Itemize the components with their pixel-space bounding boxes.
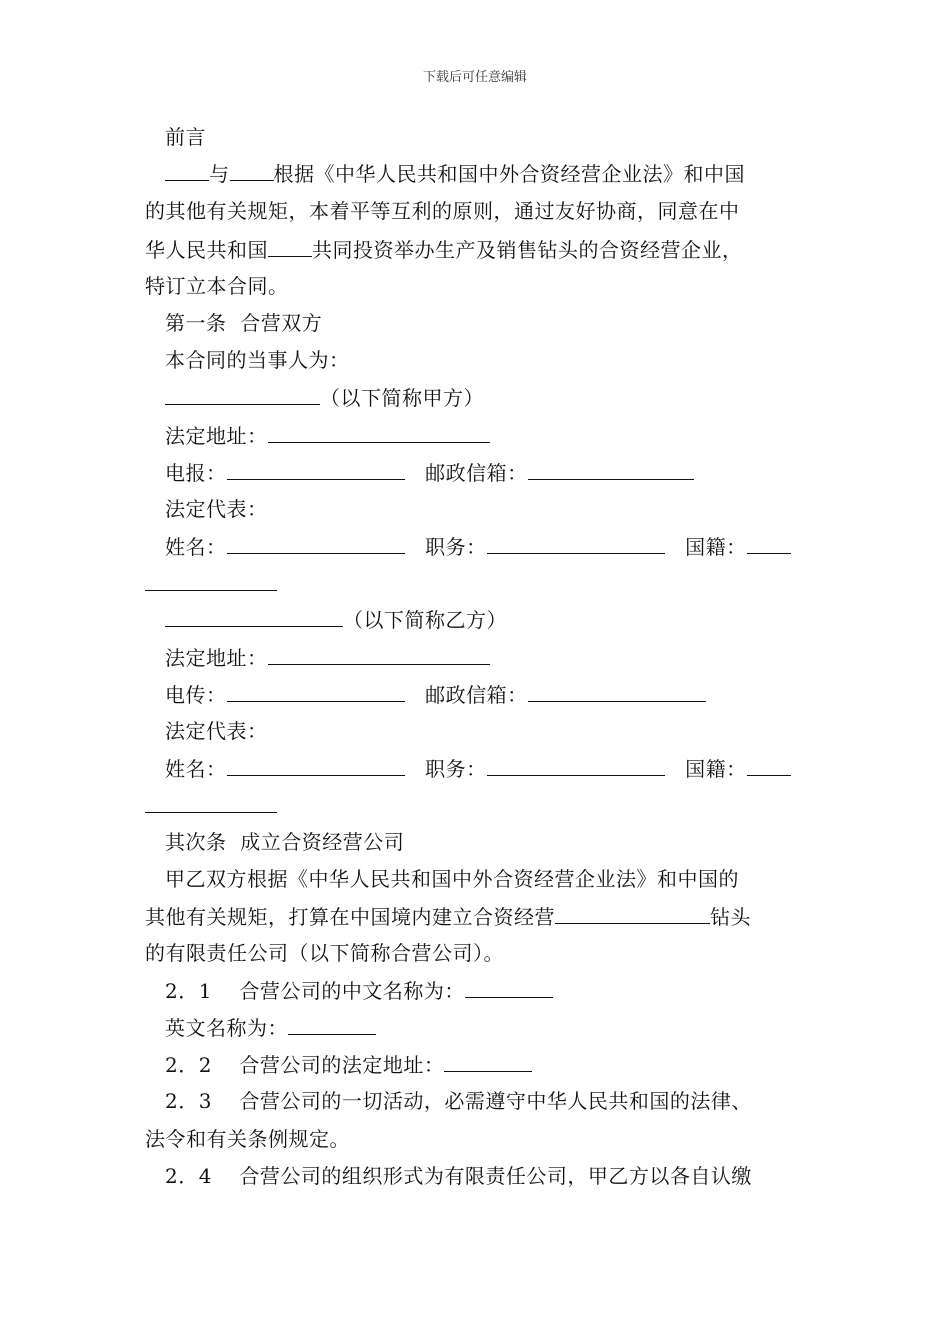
party-b-nationality-continuation: [145, 792, 810, 819]
article-1-title: 第一条 合营双方: [165, 311, 323, 335]
party-a-nationality-continuation: [145, 570, 810, 597]
party-b-rep-details: 姓名： 职务： 国籍：: [145, 755, 830, 782]
parties-intro: 本合同的当事人为：: [165, 348, 350, 372]
article-2-paragraph-line-1: 甲乙双方根据《中华人民共和国中外合资经营企业法》和中国的: [165, 867, 739, 891]
party-a-rep-name-blank: [227, 533, 405, 554]
party-a-telegraph-po-box: 电报： 邮政信箱：: [145, 459, 830, 486]
location-blank: [268, 236, 312, 257]
party-b-fax-blank: [227, 681, 405, 702]
party-b-nationality-blank-2: [145, 792, 277, 813]
party-a-line: （以下简称甲方）: [145, 384, 830, 411]
party-b-blank: [230, 160, 274, 181]
party-a-nationality-blank-2: [145, 570, 277, 591]
joint-venture-blank: [555, 903, 710, 924]
clause-2-1-english-name: 英文名称为：: [145, 1014, 830, 1041]
party-a-rep-position-blank: [487, 533, 665, 554]
clause-2-2: 2．2 合营公司的法定地址：: [145, 1051, 830, 1078]
article-2-paragraph-line-2: 其他有关规矩，打算在中国境内建立合资经营 钻头: [145, 905, 751, 929]
chinese-name-blank: [465, 977, 553, 998]
preface-paragraph-line-2: 的其他有关规矩，本着平等互利的原则，通过友好协商，同意在中: [145, 199, 740, 223]
clause-2-3-line-1: 2．3 合营公司的一切活动，必需遵守中华人民共和国的法律、: [165, 1089, 752, 1113]
party-a-address-blank: [268, 422, 490, 443]
party-a-po-box-blank: [528, 459, 694, 480]
clause-2-3-line-2: 法令和有关条例规定。: [145, 1127, 350, 1151]
party-a-telegraph-blank: [227, 459, 405, 480]
party-b-address-blank: [268, 644, 490, 665]
party-b-po-box-blank: [528, 681, 706, 702]
english-name-blank: [288, 1014, 376, 1035]
party-b-legal-address: 法定地址：: [145, 644, 830, 671]
article-2-paragraph-line-3: 的有限责任公司（以下简称合营公司）。: [145, 941, 504, 965]
clause-2-4-line-1: 2．4 合营公司的组织形式为有限责任公司，甲乙方以各自认缴: [165, 1164, 752, 1188]
party-b-legal-rep: 法定代表：: [165, 719, 268, 743]
preface-paragraph-line-1: 与 根据《中华人民共和国中外合资经营企业法》和中国: [145, 160, 830, 187]
party-a-rep-nationality-blank: [747, 533, 791, 554]
party-a-blank: [165, 160, 209, 181]
party-a-name-blank: [165, 384, 320, 405]
party-b-fax-po-box: 电传： 邮政信箱：: [145, 681, 830, 708]
party-b-rep-nationality-blank: [747, 755, 791, 776]
preface-paragraph-line-4: 特订立本合同。: [145, 274, 289, 298]
party-b-name-blank: [165, 606, 343, 627]
preface-title: 前言: [165, 125, 206, 149]
party-b-rep-name-blank: [227, 755, 405, 776]
clause-2-1: 2．1 合营公司的中文名称为：: [145, 977, 830, 1004]
company-address-blank: [444, 1051, 532, 1072]
party-a-rep-details: 姓名： 职务： 国籍：: [145, 533, 830, 560]
party-a-legal-rep: 法定代表：: [165, 497, 268, 521]
party-b-line: （以下简称乙方）: [145, 606, 830, 633]
party-b-rep-position-blank: [487, 755, 665, 776]
article-2-title: 其次条 成立合资经营公司: [165, 830, 405, 854]
page-header: 下载后可任意编辑: [422, 70, 527, 85]
party-a-legal-address: 法定地址：: [145, 422, 830, 449]
preface-paragraph-line-3: 华人民共和国 共同投资举办生产及销售钻头的合资经营企业，: [145, 238, 743, 262]
